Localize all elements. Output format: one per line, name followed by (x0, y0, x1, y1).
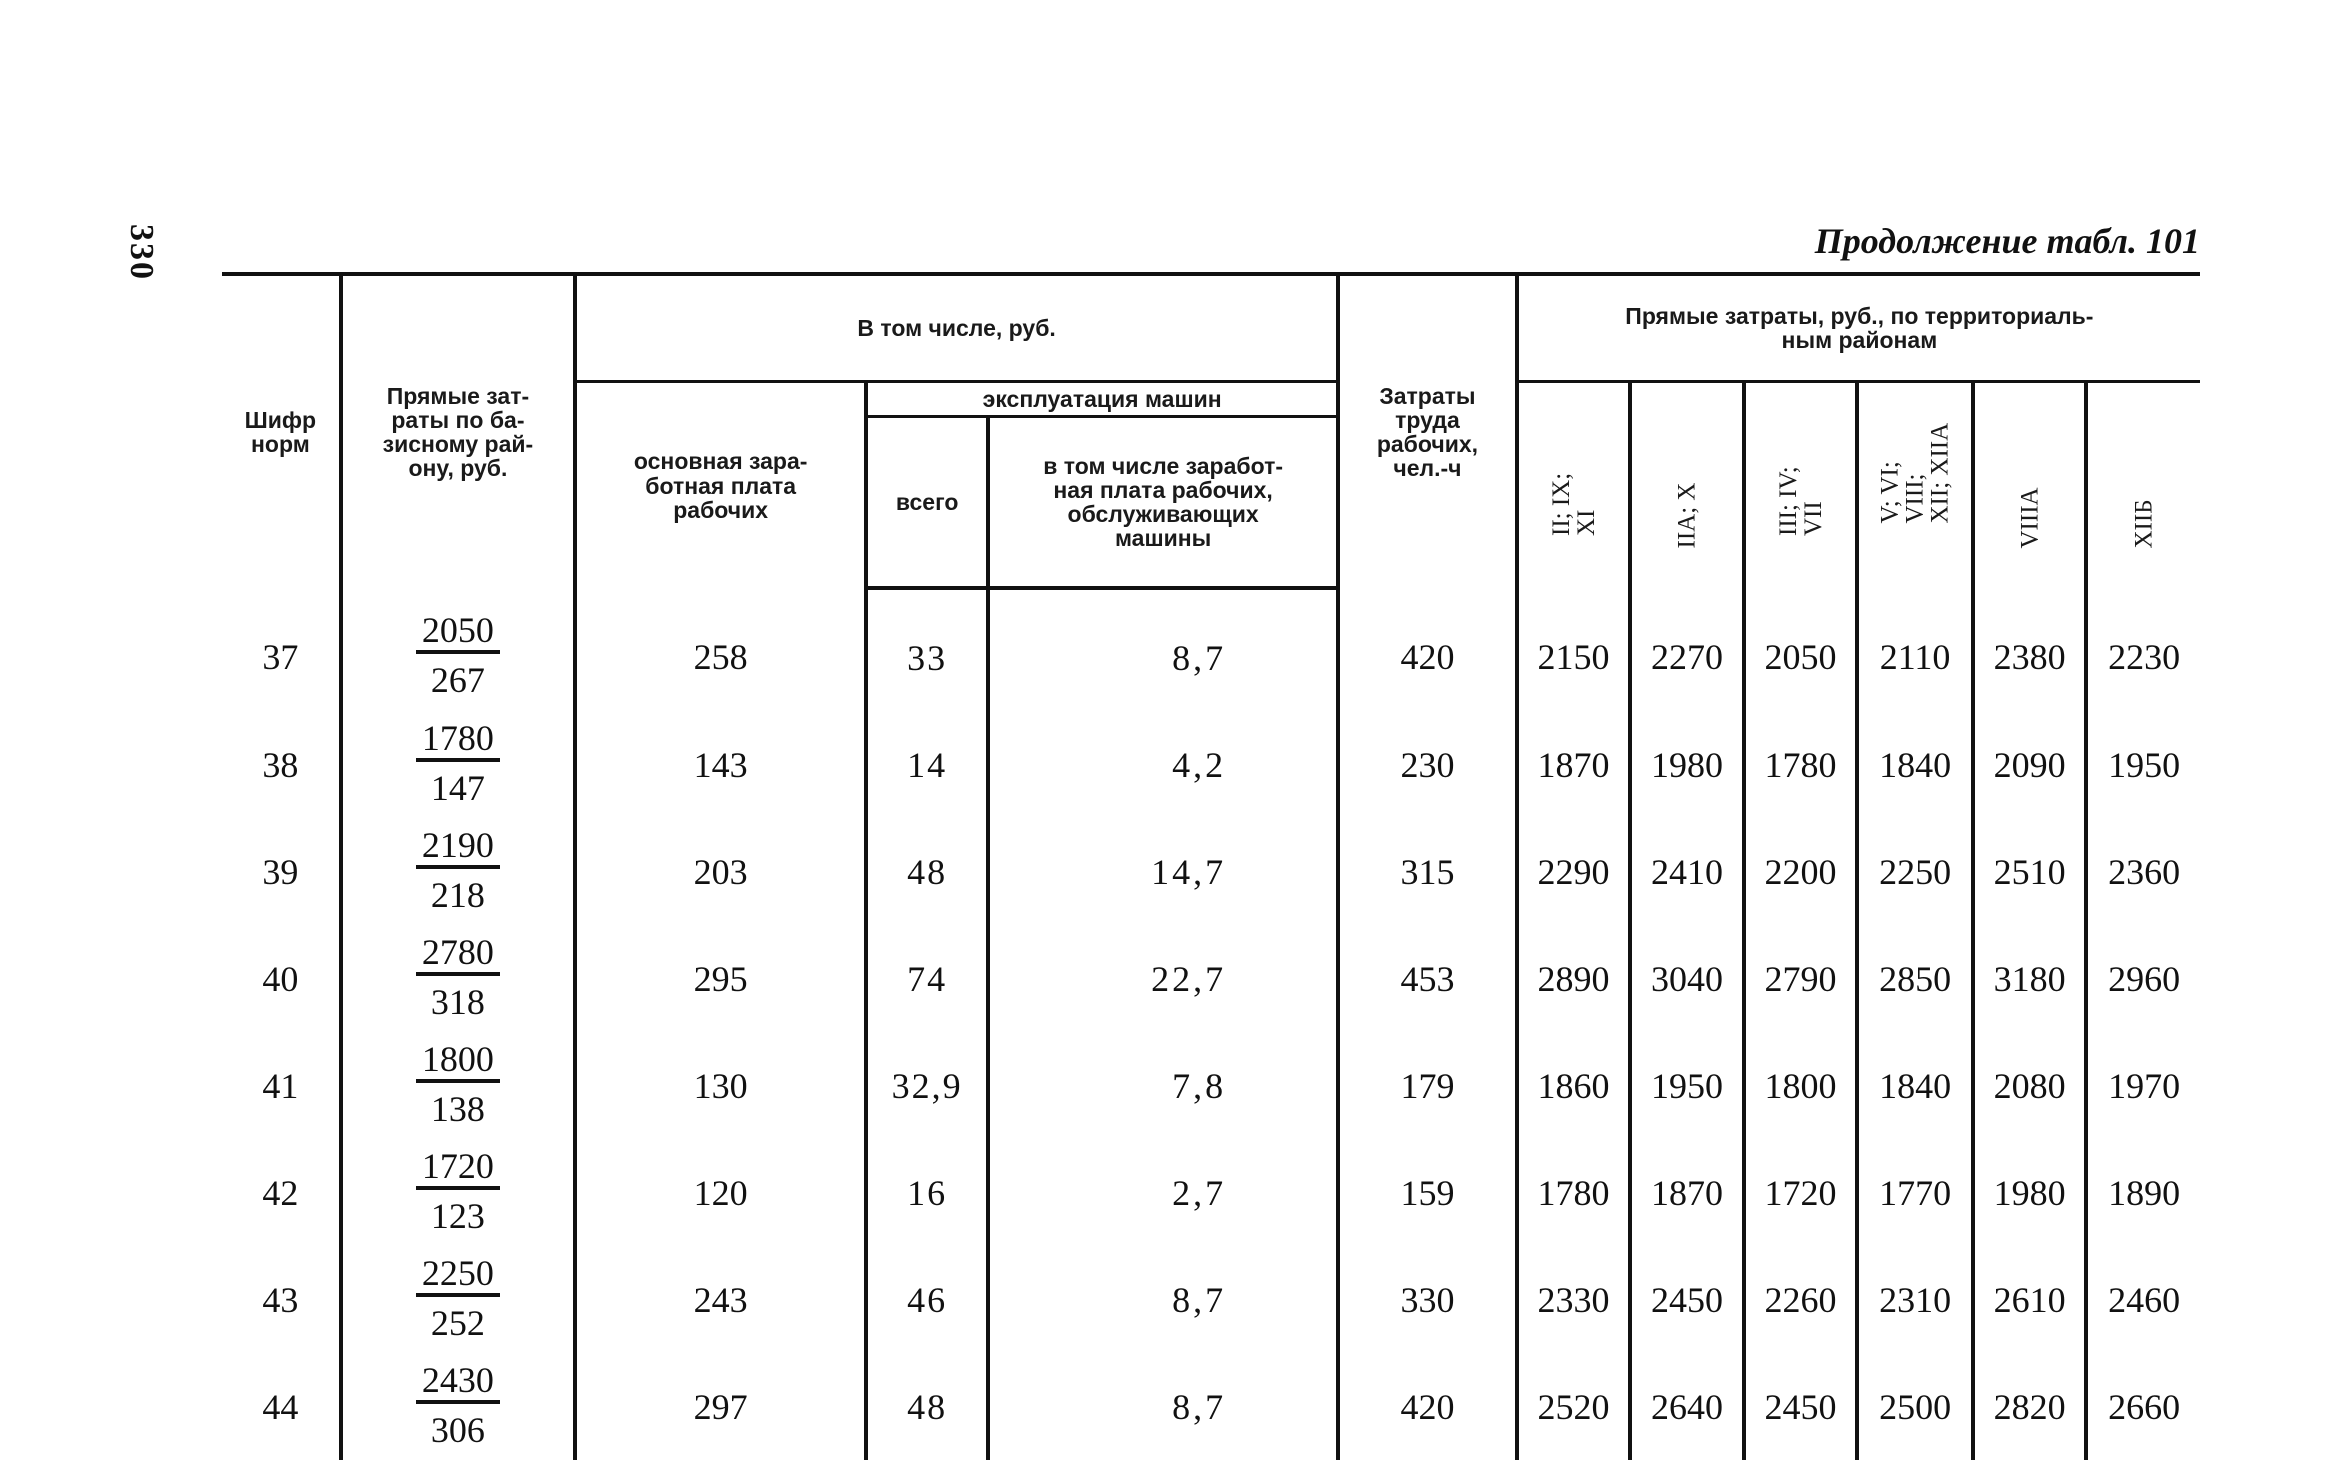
cell-region-3: 1780 (1744, 711, 1858, 818)
cell-code: 41 (262, 1065, 299, 1106)
table-body (222, 588, 2200, 1460)
header-machines-wage (988, 417, 1338, 589)
cell-machines-total: 48 (866, 1353, 988, 1460)
cell-region-4: 2850 (1857, 925, 1973, 1032)
cell-region-4: 2310 (1857, 1246, 1973, 1353)
cell-code: 38 (262, 744, 299, 785)
cell-region-2: 1980 (1630, 711, 1744, 818)
cell-region-1: 1780 (1517, 1139, 1631, 1246)
cell-region-6: 1950 (2086, 711, 2200, 818)
header-regions-group (1517, 274, 2200, 382)
region-5-label: VIIIA (2016, 486, 2044, 549)
base-cost-total: 1720 (416, 1148, 500, 1190)
table-row (222, 1246, 2200, 1353)
base-cost-fraction (416, 825, 500, 916)
cell-wage: 203 (575, 818, 866, 925)
cell-base-cost (341, 925, 575, 1032)
rot-wrap (1752, 411, 1850, 561)
base-cost-total: 2250 (416, 1255, 500, 1297)
base-cost-fraction (416, 610, 500, 701)
cell-labor: 330 (1338, 1246, 1517, 1353)
cell-wage: 243 (575, 1246, 866, 1353)
cell-machines-wage: 8,7 (988, 1353, 1338, 1460)
header-labor (1338, 274, 1517, 588)
page-number: 330 (123, 224, 160, 281)
base-cost-wage: 252 (430, 1303, 485, 1344)
cell-region-2: 2450 (1630, 1246, 1744, 1353)
cell-labor: 315 (1338, 818, 1517, 925)
cell-machines-wage: 7,8 (988, 1032, 1338, 1139)
cell-wage: 143 (575, 711, 866, 818)
cell-region-6: 1890 (2086, 1139, 2200, 1246)
region-1-label: II; IX; XI (1547, 472, 1600, 536)
cell-region-5: 2820 (1973, 1353, 2087, 1460)
cell-labor: 420 (1338, 1353, 1517, 1460)
cell-machines-total: 32,9 (866, 1032, 988, 1139)
header-wage-label: основная зара- ботная плата рабочих (633, 448, 808, 523)
header-machines-total (866, 417, 988, 589)
cell-region-5: 2510 (1973, 818, 2087, 925)
cell-code: 40 (262, 958, 299, 999)
cell-labor: 420 (1338, 588, 1517, 711)
rot-wrap (1638, 411, 1736, 561)
cell-labor: 179 (1338, 1032, 1517, 1139)
base-cost-wage: 147 (430, 768, 485, 809)
cell-machines-total: 74 (866, 925, 988, 1032)
cell-base-cost (341, 1032, 575, 1139)
cell-region-3: 2200 (1744, 818, 1858, 925)
region-6-label: XIIБ (2130, 499, 2158, 549)
cell-machines-total: 16 (866, 1139, 988, 1246)
cell-base-cost (341, 588, 575, 711)
cell-region-2: 2410 (1630, 818, 1744, 925)
table-row (222, 711, 2200, 818)
header-regions-group-label: Прямые затраты, руб., по территориаль- ным районам (1625, 302, 2094, 353)
cell-code: 37 (262, 636, 299, 677)
header-incl-group-label: В том числе, руб. (857, 314, 1056, 341)
cell-wage: 258 (575, 588, 866, 711)
cell-region-5: 2080 (1973, 1032, 2087, 1139)
cell-machines-wage: 8,7 (988, 588, 1338, 711)
cell-region-1: 1870 (1517, 711, 1631, 818)
cell-region-2: 1870 (1630, 1139, 1744, 1246)
header-base-cost (341, 274, 575, 588)
table-header (222, 274, 2200, 588)
cell-region-1: 2890 (1517, 925, 1631, 1032)
cell-machines-wage: 14,7 (988, 818, 1338, 925)
cell-region-5: 2380 (1973, 588, 2087, 711)
cell-base-cost (341, 1353, 575, 1460)
cell-region-1: 2520 (1517, 1353, 1631, 1460)
cell-region-6: 2960 (2086, 925, 2200, 1032)
cell-machines-wage: 22,7 (988, 925, 1338, 1032)
base-cost-fraction (416, 932, 500, 1023)
cell-code: 39 (262, 851, 299, 892)
cell-region-6: 2460 (2086, 1246, 2200, 1353)
cell-wage: 130 (575, 1032, 866, 1139)
header-region-1 (1517, 382, 1631, 589)
cell-base-cost (341, 818, 575, 925)
region-2-label: IIA; X (1673, 482, 1701, 549)
cell-region-6: 2230 (2086, 588, 2200, 711)
base-cost-total: 2430 (416, 1362, 500, 1404)
cell-region-5: 3180 (1973, 925, 2087, 1032)
base-cost-fraction (416, 718, 500, 809)
cell-code: 44 (262, 1386, 299, 1427)
cell-region-3: 2450 (1744, 1353, 1858, 1460)
header-region-3 (1744, 382, 1858, 589)
cell-machines-total: 14 (866, 711, 988, 818)
header-machines-group-label: эксплуатация машин (982, 386, 1222, 412)
base-cost-total: 1800 (416, 1041, 500, 1083)
cell-machines-total: 46 (866, 1246, 988, 1353)
header-labor-label: Затраты труда рабочих, чел.-ч (1376, 382, 1479, 482)
base-cost-wage: 306 (430, 1410, 485, 1451)
cell-region-4: 2110 (1857, 588, 1973, 711)
table-row (222, 1353, 2200, 1460)
cell-region-1: 2290 (1517, 818, 1631, 925)
cell-code: 42 (262, 1172, 299, 1213)
cell-machines-total: 33 (866, 588, 988, 711)
cell-wage: 120 (575, 1139, 866, 1246)
base-cost-fraction (416, 1360, 500, 1451)
base-cost-wage: 267 (430, 660, 485, 701)
cell-region-4: 1770 (1857, 1139, 1973, 1246)
cell-region-4: 1840 (1857, 1032, 1973, 1139)
header-region-4 (1857, 382, 1973, 589)
cell-labor: 230 (1338, 711, 1517, 818)
cell-code: 43 (262, 1279, 299, 1320)
header-machines-total-label: всего (895, 489, 959, 516)
cell-region-6: 2660 (2086, 1353, 2200, 1460)
cell-wage: 295 (575, 925, 866, 1032)
cell-region-3: 2050 (1744, 588, 1858, 711)
cell-labor: 159 (1338, 1139, 1517, 1246)
base-cost-wage: 318 (430, 982, 485, 1023)
header-machines-group (866, 382, 1338, 417)
cell-region-5: 2090 (1973, 711, 2087, 818)
region-3-label: III; IV; VII (1774, 465, 1827, 536)
rot-wrap (1525, 411, 1623, 561)
cell-region-1: 2330 (1517, 1246, 1631, 1353)
rot-wrap (1981, 411, 2079, 561)
rot-wrap (1865, 411, 1965, 561)
cell-machines-total: 48 (866, 818, 988, 925)
base-cost-wage: 123 (430, 1196, 485, 1237)
table-row (222, 1139, 2200, 1246)
table-caption: Продолжение табл. 101 (1814, 221, 2200, 261)
rot-wrap (2094, 411, 2194, 561)
cell-region-4: 2500 (1857, 1353, 1973, 1460)
header-region-2 (1630, 382, 1744, 589)
table-row (222, 1032, 2200, 1139)
table-row (222, 818, 2200, 925)
cell-machines-wage: 2,7 (988, 1139, 1338, 1246)
base-cost-wage: 138 (430, 1089, 485, 1130)
base-cost-fraction (416, 1253, 500, 1344)
base-cost-total: 2780 (416, 934, 500, 976)
header-code (222, 274, 341, 588)
cell-machines-wage: 8,7 (988, 1246, 1338, 1353)
cell-region-3: 2790 (1744, 925, 1858, 1032)
base-cost-total: 1780 (416, 720, 500, 762)
header-wage (575, 382, 866, 589)
cell-region-3: 1800 (1744, 1032, 1858, 1139)
cell-base-cost (341, 1246, 575, 1353)
cell-region-5: 1980 (1973, 1139, 2087, 1246)
cell-region-3: 1720 (1744, 1139, 1858, 1246)
cell-region-2: 2640 (1630, 1353, 1744, 1460)
cell-region-1: 2150 (1517, 588, 1631, 711)
cell-region-2: 2270 (1630, 588, 1744, 711)
base-cost-fraction (416, 1146, 500, 1237)
cell-region-6: 1970 (2086, 1032, 2200, 1139)
base-cost-total: 2190 (416, 827, 500, 869)
cell-region-2: 3040 (1630, 925, 1744, 1032)
region-4-label: V; VI; VIII; XII; XIIA (1876, 422, 1954, 524)
table-row (222, 588, 2200, 711)
header-incl-group (575, 274, 1338, 382)
base-cost-wage: 218 (430, 875, 485, 916)
base-cost-fraction (416, 1039, 500, 1130)
cell-region-5: 2610 (1973, 1246, 2087, 1353)
table-row (222, 925, 2200, 1032)
cell-region-4: 1840 (1857, 711, 1973, 818)
cell-base-cost (341, 711, 575, 818)
cell-wage: 297 (575, 1353, 866, 1460)
cell-base-cost (341, 1139, 575, 1246)
cost-table (222, 272, 2200, 1460)
cell-region-6: 2360 (2086, 818, 2200, 925)
cell-region-2: 1950 (1630, 1032, 1744, 1139)
cell-region-3: 2260 (1744, 1246, 1858, 1353)
cell-region-1: 1860 (1517, 1032, 1631, 1139)
header-region-6 (2086, 382, 2200, 589)
header-base-cost-label: Прямые зат- раты по ба- зисному рай- ону, руб. (382, 382, 534, 482)
header-machines-wage-label: в том числе заработ- ная плата рабочих, обслуживающих машины (1043, 452, 1284, 552)
base-cost-total: 2050 (416, 612, 500, 654)
cell-labor: 453 (1338, 925, 1517, 1032)
cell-region-4: 2250 (1857, 818, 1973, 925)
cell-machines-wage: 4,2 (988, 711, 1338, 818)
header-region-5 (1973, 382, 2087, 589)
header-code-label: Шифр норм (244, 406, 317, 458)
